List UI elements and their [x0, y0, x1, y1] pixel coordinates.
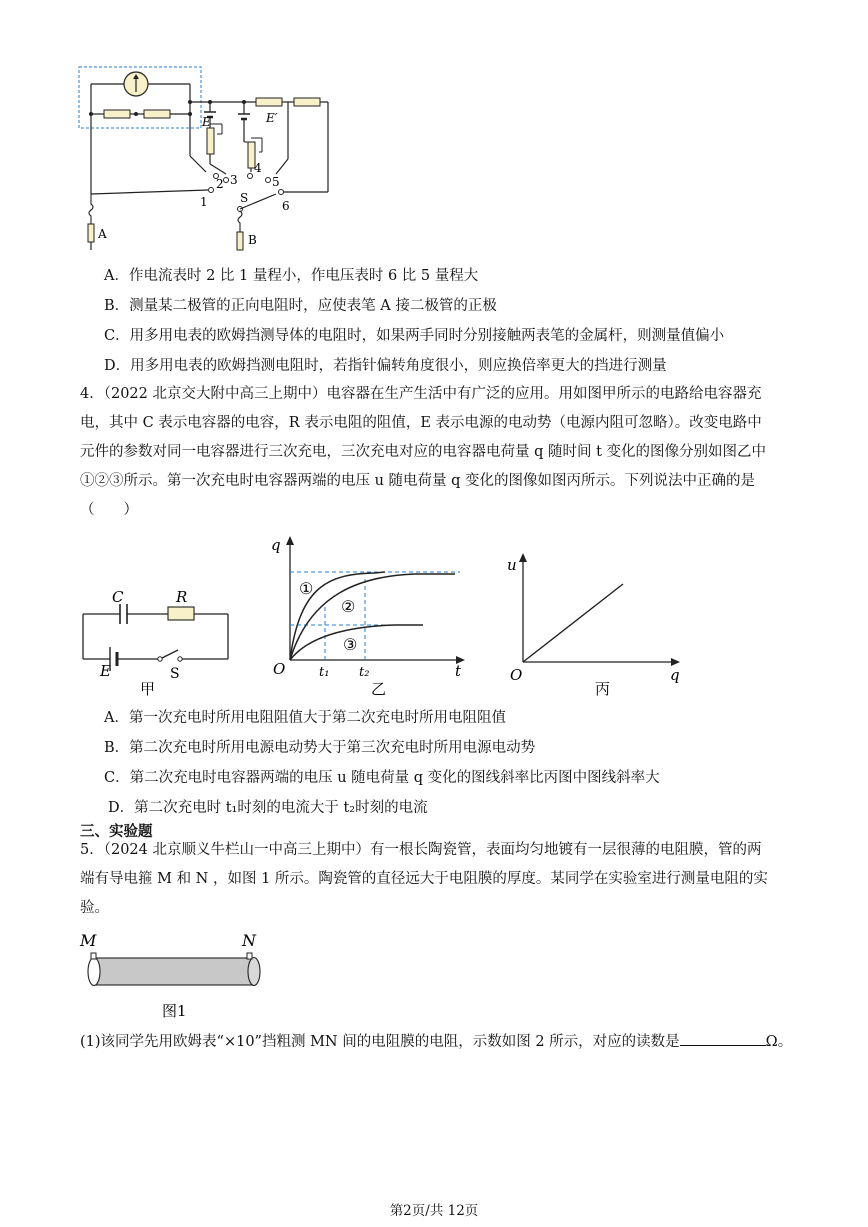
- q4-option-c: C．第二次充电时电容器两端的电压 u 随电荷量 q 变化的图线斜率比丙图中图线斜率大: [104, 770, 660, 786]
- jia-label-C: C: [112, 588, 124, 606]
- q5-sub-1-unit: Ω。: [765, 1034, 793, 1050]
- jia-label-E: E: [100, 662, 111, 680]
- yi-tick-t1: t₁: [319, 665, 330, 680]
- label-n4: 4: [254, 161, 262, 175]
- q4-line-1: 4．（2022 北京交大附中高三上期中）电容器在生产生活中有广泛的应用。用如图甲所示的电路给电容器充: [80, 386, 762, 402]
- label-n2: 2: [216, 177, 224, 191]
- label-S: S: [240, 191, 249, 205]
- curve-label-1: ①: [299, 579, 314, 598]
- curve-label-3: ③: [343, 635, 358, 654]
- yi-axis-t: t: [455, 662, 462, 680]
- label-n1: 1: [200, 195, 208, 209]
- label-E-prime: E′: [266, 111, 278, 125]
- q4-option-a: A．第一次充电时所用电阻阻值大于第二次充电时所用电阻阻值: [104, 710, 506, 726]
- q5-sub-1: [80, 1031, 792, 1052]
- q4-option-d: D．第二次充电时 t₁时刻的电流大于 t₂时刻的电流: [108, 800, 428, 816]
- figure-yi-q-t-graph: [265, 534, 475, 702]
- yi-axis-q: q: [271, 536, 281, 554]
- label-A: A: [98, 227, 107, 241]
- jia-label-R: R: [176, 588, 188, 606]
- bing-caption: 丙: [595, 680, 611, 698]
- bing-origin: O: [510, 666, 523, 684]
- bing-axis-q: q: [670, 666, 680, 684]
- tube-caption: 图1: [162, 1002, 187, 1020]
- q4-stem: [80, 380, 792, 525]
- q5-line-3: 验。: [80, 900, 109, 916]
- q4-line-5: （ ）: [80, 502, 138, 518]
- jia-label-S: S: [170, 666, 180, 682]
- figure-bing-u-q-graph: [505, 550, 695, 702]
- label-n5: 5: [272, 175, 280, 189]
- multimeter-circuit-figure: [76, 64, 346, 254]
- label-E: E: [202, 115, 211, 129]
- q3-option-a: A．作电流表时 2 比 1 量程小，作电压表时 6 比 5 量程大: [104, 268, 479, 284]
- q4-line-4: ①②③所示。第一次充电时电容器两端的电压 u 随电荷量 q 变化的图像如图丙所示。下列说法中正确的是: [80, 473, 756, 489]
- tube-label-M: M: [80, 931, 97, 950]
- q3-option-d: D．用多用电表的欧姆挡测电阻时，若指针偏转角度很小，则应换倍率更大的挡进行测量: [104, 358, 667, 374]
- q4-option-b: B．第二次充电时所用电源电动势大于第三次充电时所用电源电动势: [104, 740, 536, 756]
- yi-tick-t2: t₂: [359, 665, 370, 680]
- answer-blank[interactable]: [680, 1031, 766, 1046]
- label-n6: 6: [282, 199, 290, 213]
- q5-stem: [80, 836, 792, 923]
- bing-axis-u: u: [507, 556, 517, 574]
- q4-line-2: 电，其中 C 表示电容器的电容，R 表示电阻的阻值，E 表示电源的电动势（电源内阻可忽略）。改变电路中: [80, 415, 762, 431]
- q3-option-c: C．用多用电表的欧姆挡测导体的电阻时，如果两手同时分别接触两表笔的金属杆，则测量值偏小: [104, 328, 725, 344]
- yi-caption: 乙: [371, 680, 387, 698]
- q3-option-b: B．测量某二极管的正向电阻时，应使表笔 A 接二极管的正极: [104, 298, 497, 314]
- q5-line-2: 端有导电箍 M 和 N ，如图 1 所示。陶瓷管的直径远大于电阻膜的厚度。某同学在实验室进行测量电阻的实: [80, 871, 768, 887]
- tube-label-N: N: [242, 931, 256, 950]
- yi-origin: O: [273, 660, 286, 678]
- page-footer: 第2页/共 12页: [389, 1203, 479, 1219]
- label-B: B: [248, 233, 257, 247]
- jia-caption: 甲: [140, 680, 156, 698]
- q5-sub-1-text: (1)该同学先用欧姆表“×10”挡粗测 MN 间的电阻膜的电阻，示数如图 2 所示，对应的读数是: [80, 1034, 680, 1050]
- curve-label-2: ②: [341, 597, 356, 616]
- q4-line-3: 元件的参数对同一电容器进行三次充电，三次充电对应的电容器电荷量 q 随时间 t 变化的图像分别如图乙中: [80, 444, 767, 460]
- figure-jia-rc-circuit: [78, 590, 238, 702]
- figure-1-ceramic-tube: [78, 930, 268, 1022]
- section-title: 三、实验题: [80, 823, 153, 840]
- label-n3: 3: [230, 173, 238, 187]
- q5-line-1: 5．（2024 北京顺义牛栏山一中高三上期中）有一根长陶瓷管，表面均匀地镀有一层很薄的电阻膜，管的两: [80, 842, 762, 858]
